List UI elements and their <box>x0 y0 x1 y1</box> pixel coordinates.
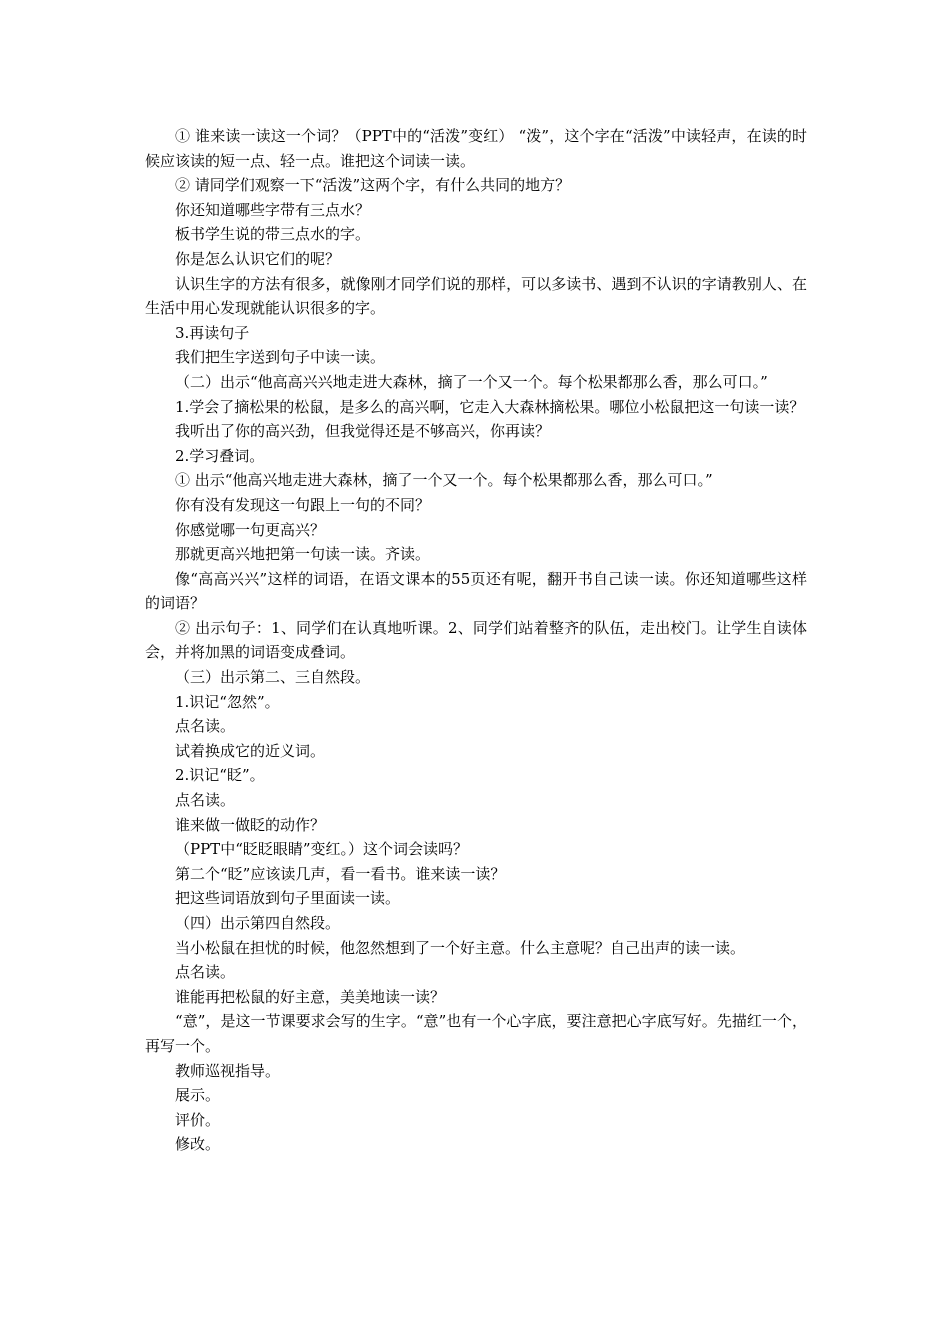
paragraph: 展示。 <box>175 1086 221 1105</box>
paragraph: 教师巡视指导。 <box>175 1061 281 1080</box>
paragraph: 评价。 <box>175 1110 221 1129</box>
paragraph: 试着换成它的近义词。 <box>175 741 326 760</box>
paragraph: ① 出示“他高兴地走进大森林，摘了一个又一个。每个松果都那么香，那么可口。” <box>175 471 713 490</box>
paragraph: 我听出了你的高兴劲，但我觉得还是不够高兴，你再读？ <box>175 422 551 441</box>
paragraph: ② 出示句子：1、同学们在认真地听课。2、同学们站着整齐的队伍，走出校门。让学生自读体会，并将加黑的词语变成叠词。 <box>145 618 807 662</box>
paragraph: ① 谁来读一读这一个词？（PPT中的“活泼”变红） “泼”，这个字在“活泼”中读轻声，在读的时候应该读的短一点、轻一点。谁把这个词读一读。 <box>145 127 807 170</box>
paragraph: 你有没有发现这一句跟上一句的不同？ <box>175 495 431 514</box>
paragraph: 谁来做一做眨的动作？ <box>175 815 326 834</box>
paragraph: 点名读。 <box>175 963 236 982</box>
paragraph: 像“高高兴兴”这样的词语，在语文课本的55页还有呢，翻开书自己读一读。你还知道哪些这样的词语？ <box>145 569 807 613</box>
paragraph: 点名读。 <box>175 791 236 810</box>
paragraph: 你是怎么认识它们的呢？ <box>175 249 341 268</box>
paragraph: 第二个“眨”应该读几声，看一看书。谁来读一读？ <box>175 864 506 883</box>
paragraph: 2.识记“眨”。 <box>175 766 265 785</box>
section-heading: （三）出示第二、三自然段。 <box>175 668 371 687</box>
paragraph: 把这些词语放到句子里面读一读。 <box>175 889 401 908</box>
paragraph: 修改。 <box>175 1135 221 1154</box>
paragraph: 1.学会了摘松果的松鼠，是多么的高兴啊，它走入大森林摘松果。哪位小松鼠把这一句读一读？ <box>175 397 805 416</box>
section-heading: 2.学习叠词。 <box>175 446 265 465</box>
paragraph: 你感觉哪一句更高兴？ <box>175 520 326 539</box>
paragraph: 谁能再把松鼠的好主意，美美地读一读？ <box>175 987 446 1006</box>
document-body <box>145 124 807 1157</box>
paragraph: （PPT中“眨眨眼睛”变红。）这个词会读吗？ <box>175 840 469 859</box>
paragraph: 那就更高兴地把第一句读一读。齐读。 <box>175 545 431 564</box>
paragraph: ② 请同学们观察一下“活泼”这两个字，有什么共同的地方？ <box>175 176 571 195</box>
paragraph: 认识生字的方法有很多，就像刚才同学们说的那样，可以多读书、遇到不认识的字请教别人、在生活中用心发现就能认识很多的字。 <box>145 274 807 318</box>
paragraph: 点名读。 <box>175 717 236 736</box>
paragraph: 1.识记“忽然”。 <box>175 692 280 711</box>
section-heading: （四）出示第四自然段。 <box>175 914 341 932</box>
section-heading: 3.再读句子 <box>175 323 250 342</box>
paragraph: 板书学生说的带三点水的字。 <box>175 225 371 244</box>
paragraph: 我们把生字送到句子中读一读。 <box>175 348 386 367</box>
section-heading: （二）出示“他高高兴兴地走进大森林，摘了一个又一个。每个松果都那么香，那么可口。” <box>175 372 768 391</box>
paragraph: “意”，是这一节课要求会写的生字。“意”也有一个心字底，要注意把心字底写好。先描红一个，再写一个。 <box>145 1012 807 1055</box>
paragraph: 你还知道哪些字带有三点水？ <box>175 200 371 219</box>
paragraph: 当小松鼠在担忧的时候，他忽然想到了一个好主意。什么主意呢？自己出声的读一读。 <box>175 938 746 957</box>
